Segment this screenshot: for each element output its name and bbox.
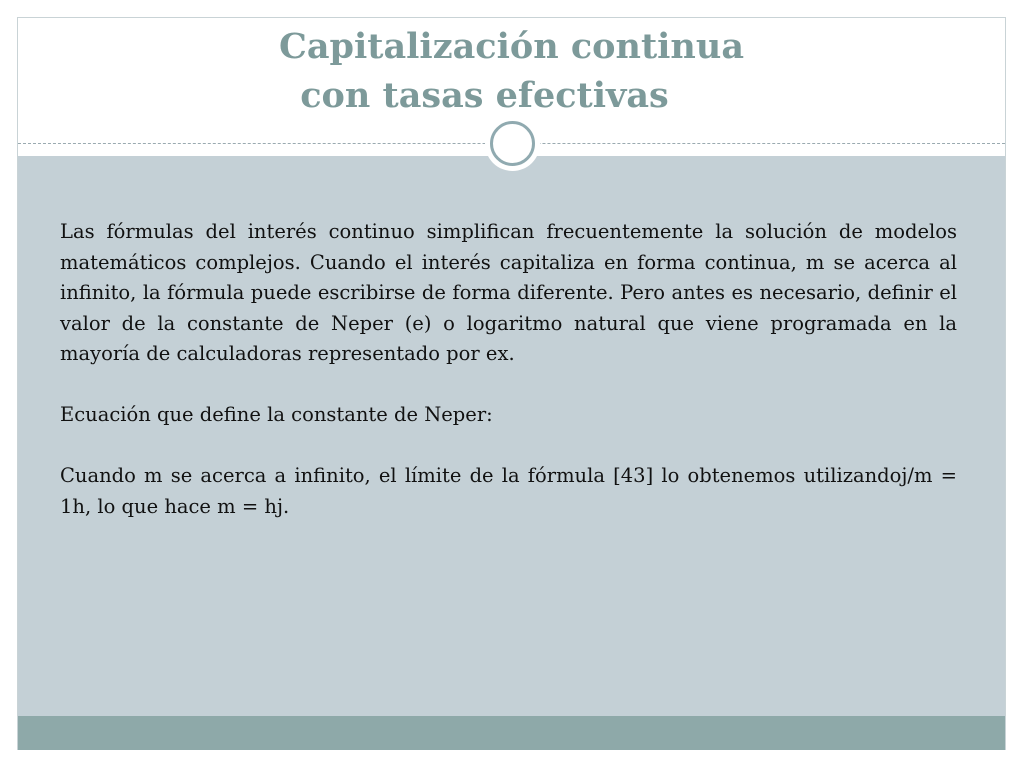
footer-bar (18, 716, 1005, 750)
title-line-2: con tasas efectivas (300, 75, 669, 116)
paragraph-equation-label: Ecuación que define la constante de Neper: (60, 403, 493, 426)
paragraph-limit: Cuando m se acerca a infinito, el límite de la fórmula [43] lo obtenemos utilizandoj/m = 1h, lo que hace m = hj. (60, 464, 957, 518)
paragraph-intro: Las fórmulas del interés continuo simplifican frecuentemente la solución de modelos matemáticos complejos. Cuando el interés capitaliza en forma continua, m se acerca al infinito, la fórmula puede escribirse de forma diferente. Pero antes es necesario, definir el valor de la constante de Neper (e) o logaritmo natural que viene programada en la mayoría de calculadoras representado por ex. (60, 220, 957, 365)
divider-ring-icon (485, 116, 540, 171)
body-text (60, 217, 957, 553)
slide-title (18, 22, 1005, 120)
title-line-1: Capitalización continua (278, 26, 744, 67)
slide (17, 17, 1006, 750)
